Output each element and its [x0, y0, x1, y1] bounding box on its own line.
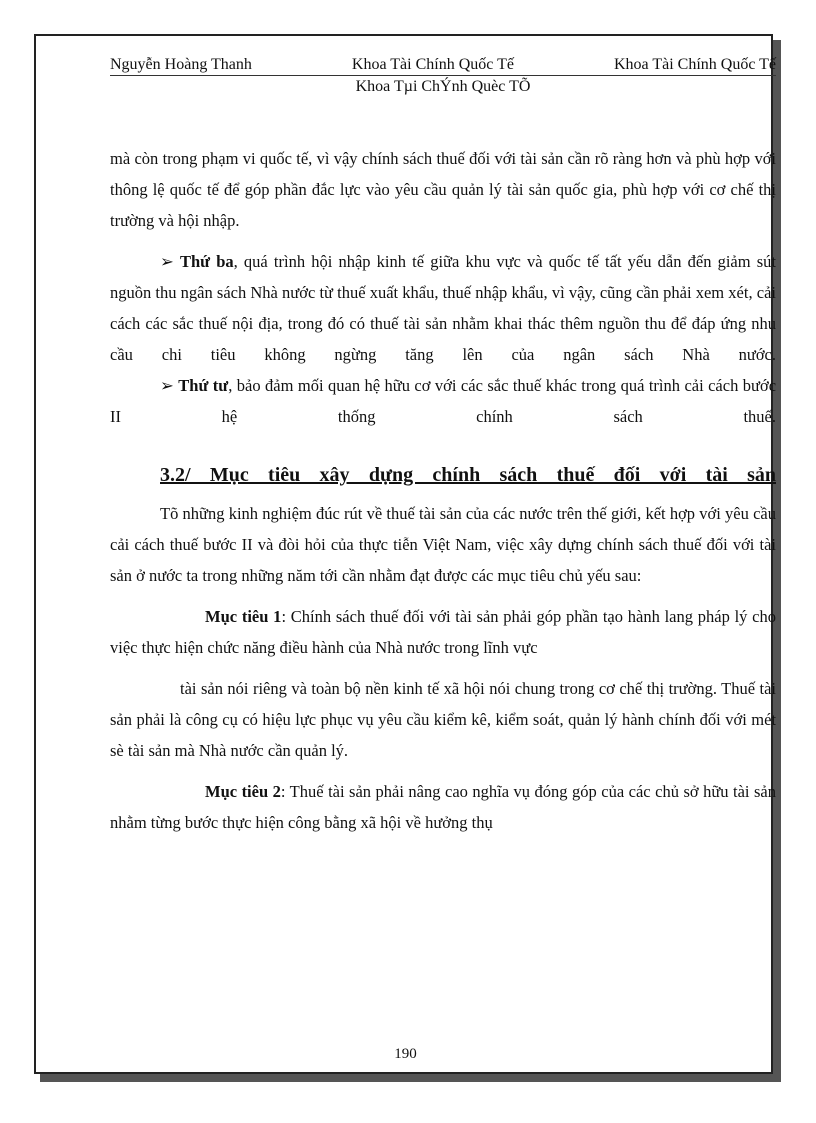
- header-row: [110, 56, 776, 76]
- muc-tieu-2-lead: Mục tiêu 2: [205, 782, 281, 801]
- muc-tieu-2-text: : Thuế tài sản phải nâng cao nghĩa vụ đóng góp của các chủ sở hữu tài sản nhằm từng bước thực hiện công bằng xã hội về hưởng thụ: [110, 782, 776, 832]
- paragraph-1: mà còn trong phạm vi quốc tế, vì vậy chính sách thuế đối với tài sản cần rõ ràng hơn và phù hợp với thông lệ quốc tế để góp phần đắc lực vào yêu cầu quản lý tài sản quốc gia, phù hợp với cơ chế thị trường và hội nhập.: [110, 149, 776, 230]
- document-page: [34, 34, 777, 1074]
- muc-tieu-1-text: : Chính sách thuế đối với tài sản phải góp phần tạo hành lang pháp lý cho việc thực hiện chức năng điều hành của Nhà nước trong lĩnh vực: [110, 607, 776, 657]
- header-department-2: Khoa Tài Chính Quốc Tế: [613, 56, 776, 73]
- paragraph-thu-tu-lead: Thứ tư: [178, 376, 229, 395]
- header-author: Nguyễn Hoàng Thanh: [110, 56, 252, 73]
- paragraph-thu-ba-text: , quá trình hội nhập kinh tế giữa khu vực và quốc tế tất yếu dẫn đến giảm sút nguồn thu ngân sách Nhà nước từ thuế xuất khẩu, thuế nhập khẩu, vì vậy, cũng cần phải xem xét, cải cách các sắc thuế nội địa, trong đó có thuế tài sản nhằm khai thác thêm nguồn thu để đáp ứng nhu cầu chi tiêu không ngừng tăng lên của ngân sách Nhà nước.: [110, 252, 776, 364]
- page-number: 190: [394, 1046, 417, 1062]
- paragraph-muc-tieu-2: [110, 776, 776, 838]
- page-shadow-bottom: [40, 1074, 781, 1082]
- paragraph-thu-ba: [110, 246, 776, 370]
- header-department-1: Khoa Tài Chính Quốc Tế: [351, 56, 514, 73]
- bullet-arrow-icon: ➢: [160, 376, 174, 395]
- page-body: [110, 143, 776, 838]
- bullet-arrow-icon: ➢: [160, 252, 174, 271]
- section-heading: 3.2/ Mục tiêu xây dựng chính sách thuế đối với tài sản: [160, 464, 776, 486]
- paragraph-muc-tieu-1-continued: tài sản nói riêng và toàn bộ nền kinh tế xã hội nói chung trong cơ chế thị trường. Thuế tài sản phải là công cụ có hiệu lực phục vụ yêu cầu kiểm kê, kiểm soát, quản lý hành chính đối với mét sè tài sản mà Nhà nước cần quản lý.: [110, 679, 776, 760]
- paragraph-thu-tu-text: , bảo đảm mối quan hệ hữu cơ với các sắc thuế khác trong quá trình cải cách bước II hệ thống chính sách thuế.: [110, 376, 777, 426]
- page-header: [110, 56, 776, 96]
- paragraph-thu-tu: [110, 370, 776, 432]
- header-department-garbled: Khoa Tµi ChÝnh Quèc TÕ: [355, 78, 531, 95]
- paragraph-muc-tieu-1: [110, 601, 776, 663]
- muc-tieu-1-lead: Mục tiêu 1: [205, 607, 282, 626]
- paragraph-intro: Tõ những kinh nghiệm đúc rút về thuế tài sản của các nước trên thế giới, kết hợp với yêu cầu cải cách thuế bước II và đòi hỏi của thực tiễn Việt Nam, việc xây dựng chính sách thuế đối với tài sản ở nước ta trong những năm tới cần nhằm đạt được các mục tiêu chủ yếu sau:: [110, 504, 776, 585]
- paragraph-thu-ba-lead: Thứ ba: [179, 252, 234, 271]
